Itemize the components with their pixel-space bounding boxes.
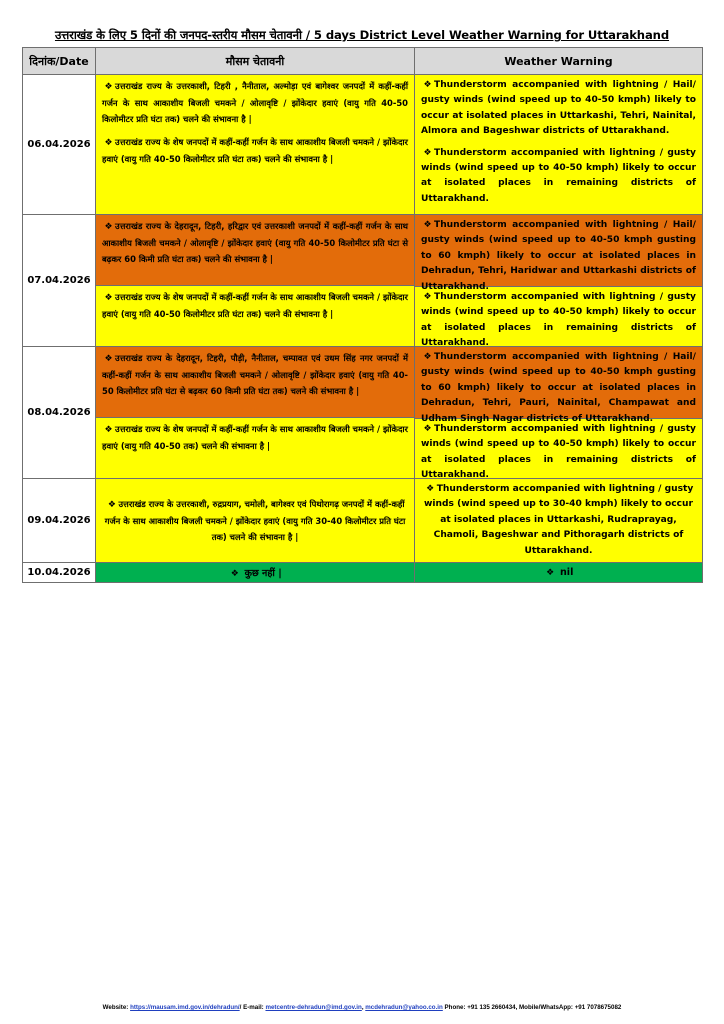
warning-item: ❖ Thunderstorm accompanied with lightning / Hail/ gusty winds (wind speed up to 40-50 kmph) likely to occur at isolated places in Uttarkashi, Tehri, Nainital, Almora and Bageshwar districts of Uttarakhand. — [421, 80, 696, 137]
bullet-icon: ❖ — [423, 352, 432, 362]
bullet-icon: ❖ — [104, 425, 113, 435]
date-column-header: दिनांक/Date — [23, 48, 96, 75]
english-warning-column-header: Weather Warning — [415, 48, 703, 75]
bullet-icon: ❖ — [423, 80, 432, 90]
hindi-warning-column-header: मौसम चेतावनी — [96, 48, 415, 75]
warning-item: ❖ उत्तराखंड राज्य के उत्तरकाशी, रुद्रप्रयाग, चमोली, बागेश्वर एवं पिथोरागढ़ जनपदों में कहीं-कहीं गर्जन के साथ आकाशीय बिजली चमकने / झोंकेदार हवाएं (वायु गति 30-40 किलोमीटर प्रति घंटा तक) चलने की संभावना है | — [104, 498, 406, 543]
bullet-icon: ❖ — [423, 220, 432, 230]
website-link[interactable]: https://mausam.imd.gov.in/dehradun/ — [130, 1004, 240, 1011]
english-warning-cell — [415, 215, 703, 347]
bullet-icon: ❖ — [426, 484, 435, 494]
warning-item: ❖ Thunderstorm accompanied with lightning / gusty winds (wind speed up to 40-50 kmph) likely to occur at isolated places in remaining districts of Uttarakhand. — [415, 418, 702, 478]
english-warning-cell — [415, 479, 703, 563]
hindi-warning-cell — [96, 347, 415, 479]
table-header-row — [23, 48, 703, 75]
bullet-icon: ❖ — [104, 222, 113, 232]
bullet-icon: ❖ — [423, 147, 432, 158]
english-warning-cell: ❖ nil — [415, 563, 703, 583]
warning-item: ❖ उत्तराखंड राज्य के शेष जनपदों में कहीं-कहीं गर्जन के साथ आकाशीय बिजली चमकने / झोंकेदार हवाएं (वायु गति 40-50 तक) चलने की संभावना है | — [96, 417, 414, 478]
hindi-warning-cell — [96, 479, 415, 563]
table-row — [23, 563, 703, 583]
bullet-icon: ❖ — [423, 292, 432, 302]
warning-item: ❖ उत्तराखंड राज्य के शेष जनपदों में कहीं-कहीं गर्जन के साथ आकाशीय बिजली चमकने / झोंकेदार हवाएं (वायु गति 40-50 किलोमीटर प्रति घंटा तक) चलने की संभावना है | — [102, 136, 408, 164]
warning-item: ❖ Thunderstorm accompanied with lightning / gusty winds (wind speed up to 30-40 kmph) likely to occur at isolated places in Uttarkashi, Rudraprayag, Chamoli, Bageshwar and Pithoragarh districts of Uttarakhand. — [424, 484, 694, 556]
english-warning-cell — [415, 347, 703, 479]
warning-item: ❖ उत्तराखंड राज्य के देहरादून, टिहरी, पौड़ी, नैनीताल, चम्पावत एवं उधम सिंह नगर जनपदों में कहीं-कहीं गर्जन के साथ आकाशीय बिजली चमकने / ओलावृष्टि / झोंकेदार हवाएं (वायु गति 40-50 किलोमीटर प्रति घंटा से बढ़कर 60 किमी प्रति घंटा तक) चलने की संभावना है | — [96, 347, 414, 417]
warning-item: ❖ Thunderstorm accompanied with lightning / gusty winds (wind speed up to 40-50 kmph) likely to occur at isolated places in remaining districts of Uttarakhand. — [421, 147, 696, 204]
bullet-icon: ❖ — [107, 499, 116, 510]
table-row — [23, 75, 703, 215]
row-date: 08.04.2026 — [23, 347, 96, 479]
table-row — [23, 347, 703, 479]
warning-item: ❖ Thunderstorm accompanied with lightning / Hail/ gusty winds (wind speed up to 40-50 kmph gusting to 60 kmph) likely to occur at isolated places in Dehradun, Tehri, Haridwar and Uttarkashi districts of Uttarakhand. — [415, 215, 702, 286]
warning-item: ❖ Thunderstorm accompanied with lightning / gusty winds (wind speed up to 40-50 kmph) likely to occur at isolated places in remaining districts of Uttarakhand. — [415, 286, 702, 346]
email-link-metcentre[interactable]: metcentre-dehradun@imd.gov.in — [265, 1004, 362, 1011]
table-row — [23, 479, 703, 563]
bullet-icon: ❖ — [104, 82, 113, 92]
warning-item: ❖ Thunderstorm accompanied with lightning / Hail/ gusty winds (wind speed up to 40-50 kmph gusting to 60 kmph) likely to occur at isolated places in Dehradun, Tehri, Pauri, Nainital, Champawat and Udham Singh Nagar districts of Uttarakhand. — [415, 347, 702, 418]
warning-table — [22, 47, 703, 583]
warning-item: ❖ उत्तराखंड राज्य के शेष जनपदों में कहीं-कहीं गर्जन के साथ आकाशीय बिजली चमकने / झोंकेदार हवाएं (वायु गति 40-50 किलोमीटर प्रति घंटा तक) चलने की संभावना है | — [96, 285, 414, 346]
bullet-icon: ❖ — [104, 293, 113, 303]
phone-info: Phone: +91 135 2660434, Mobile/WhatsApp: +91 7078675082 — [444, 1004, 622, 1011]
footer-contact: Website: https://mausam.imd.gov.in/dehradun// E-mail: metcentre-dehradun@imd.gov.in, mcdehradun@yahoo.co.in Phone: +91 135 2660434, Mobile/WhatsApp: +91 7078675082 — [102, 1004, 622, 1011]
hindi-warning-cell: ❖ कुछ नहीं | — [96, 563, 415, 583]
bullet-icon: ❖ — [230, 569, 239, 580]
bullet-icon: ❖ — [546, 568, 555, 579]
email-link-yahoo[interactable]: mcdehradun@yahoo.co.in — [365, 1004, 443, 1011]
row-date: 09.04.2026 — [23, 479, 96, 563]
page-title: उत्तराखंड के लिए 5 दिनों की जनपद-स्तरीय मौसम चेतावनी / 5 days District Level Weather Warning for Uttarakhand — [54, 28, 670, 42]
warning-item: ❖ उत्तराखंड राज्य के देहरादून, टिहरी, हरिद्वार एवं उत्तरकाशी जनपदों में कहीं-कहीं गर्जन के साथ आकाशीय बिजली चमकने / ओलावृष्टि / झोंकेदार हवाएं (वायु गति 40-50 किलोमीटर प्रति घंटा से बढ़कर 60 किमी प्रति घंटा तक) चलने की संभावना है | — [96, 215, 414, 285]
bullet-icon: ❖ — [423, 424, 432, 434]
bullet-icon: ❖ — [104, 354, 113, 364]
warning-item: ❖ उत्तराखंड राज्य के उत्तरकाशी, टिहरी , नैनीताल, अल्मोड़ा एवं बागेश्वर जनपदों में कहीं-कहीं गर्जन के साथ आकाशीय बिजली चमकने / ओलावृष्टि / झोंकेदार हवाएं (वायु गति 40-50 किलोमीटर प्रति घंटा तक) चलने की संभावना है | — [102, 81, 408, 125]
hindi-warning-cell — [96, 215, 415, 347]
bullet-icon: ❖ — [104, 137, 113, 148]
hindi-warning-cell — [96, 75, 415, 215]
row-date: 07.04.2026 — [23, 215, 96, 347]
table-row — [23, 215, 703, 347]
english-warning-cell — [415, 75, 703, 215]
row-date: 06.04.2026 — [23, 75, 96, 215]
row-date: 10.04.2026 — [23, 563, 96, 583]
